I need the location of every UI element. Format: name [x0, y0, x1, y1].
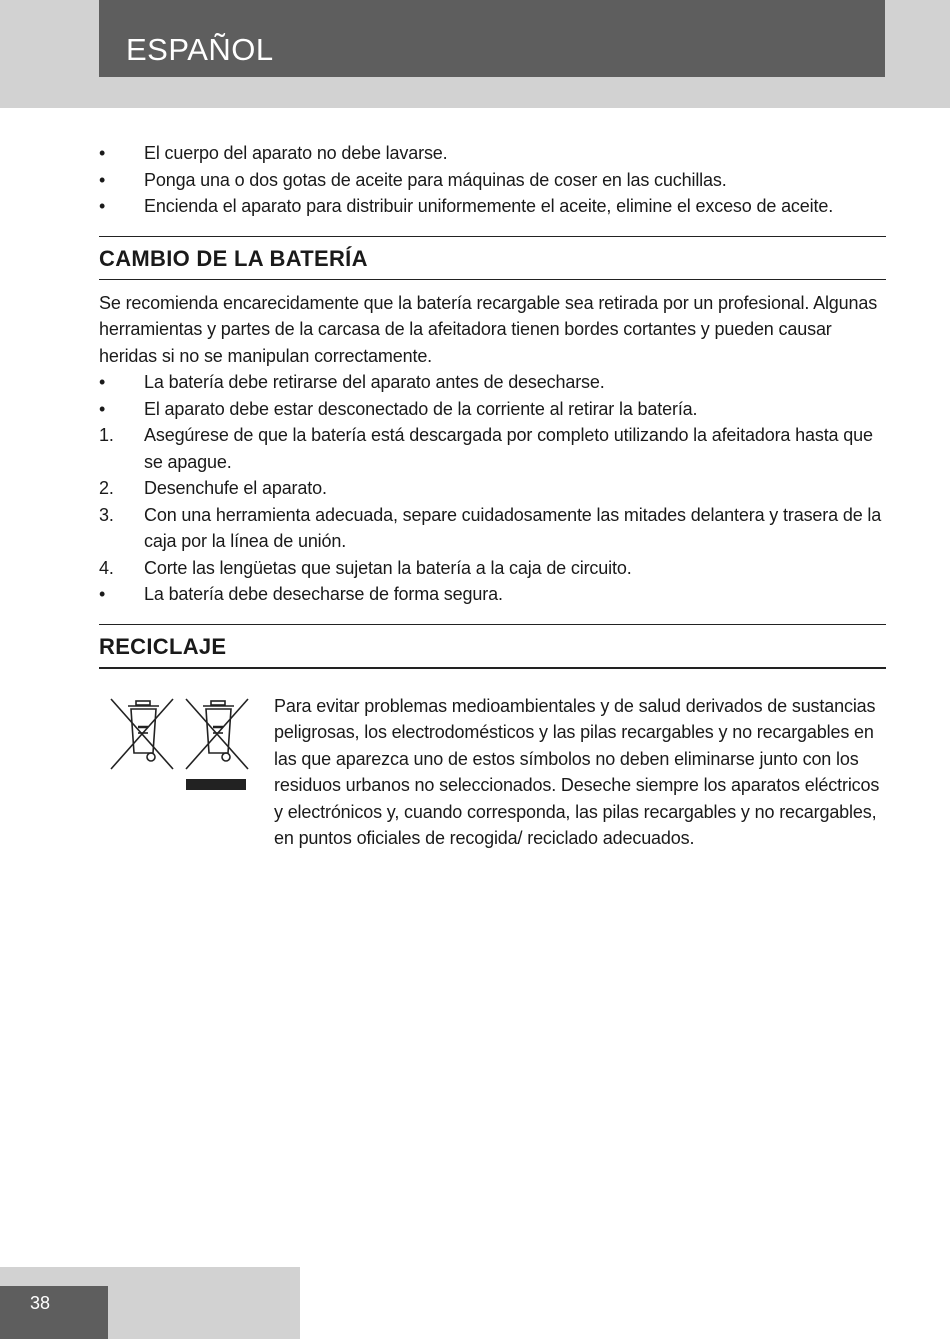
list-item	[99, 140, 886, 167]
bullet: •	[99, 398, 106, 419]
bullet: •	[99, 143, 106, 163]
battery-steps	[99, 369, 886, 608]
crossed-out-wheelie-bin-icon	[109, 697, 179, 773]
bullet: •	[99, 372, 106, 392]
bullet: •	[99, 196, 106, 216]
list-item-text: Asegúrese de que la batería está descargada por completo utilizando la afeitadora hasta que se apague.	[144, 425, 873, 472]
list-item	[99, 193, 886, 220]
list-item-text: La batería debe desecharse de forma segura.	[144, 584, 503, 604]
list-item-text: Con una herramienta adecuada, separe cuidadosamente las mitades delantera y trasera de la caja por la línea de unión.	[144, 504, 882, 551]
list-item	[99, 369, 886, 396]
page-content	[99, 140, 886, 852]
list-item	[99, 502, 886, 555]
list-item	[99, 167, 886, 194]
list-item	[99, 396, 886, 423]
list-item	[99, 475, 886, 502]
list-item	[99, 422, 886, 475]
black-bar-symbol	[186, 779, 246, 790]
list-item	[99, 581, 886, 608]
step-number: 2.	[99, 478, 114, 498]
list-item-text: La batería debe retirarse del aparato antes de desecharse.	[144, 372, 605, 392]
crossed-out-wheelie-bin-with-bar-icon	[184, 697, 254, 773]
step-number: 4.	[99, 557, 114, 578]
battery-intro: Se recomienda encarecidamente que la batería recargable sea retirada por un profesional. Algunas herramientas y partes de la carcasa de la afeitadora tienen bordes cortantes y pueden causar heridas si no se manipulan correctamente.	[99, 292, 878, 366]
language-tab	[99, 0, 885, 77]
page-number-box	[0, 1286, 108, 1339]
page-number: 38	[30, 1293, 51, 1313]
list-item-text: El cuerpo del aparato no debe lavarse.	[144, 143, 448, 163]
list-item-text: Desenchufe el aparato.	[144, 478, 327, 498]
list-item-text: El aparato debe estar desconectado de la corriente al retirar la batería.	[144, 398, 698, 419]
recycling-symbols	[99, 693, 274, 803]
list-item	[99, 555, 886, 582]
step-number: 3.	[99, 504, 114, 525]
battery-heading: CAMBIO DE LA BATERÍA	[99, 237, 886, 280]
bullet: •	[99, 584, 106, 604]
list-item-text: Ponga una o dos gotas de aceite para máquinas de coser en las cuchillas.	[144, 169, 727, 190]
list-item-text: Encienda el aparato para distribuir uniformemente el aceite, elimine el exceso de aceite.	[144, 196, 834, 216]
list-item-text: Corte las lengüetas que sujetan la batería a la caja de circuito.	[144, 557, 632, 578]
care-list	[99, 140, 886, 220]
step-number: 1.	[99, 425, 114, 445]
recycling-section	[99, 693, 886, 852]
language-title: ESPAÑOL	[126, 32, 274, 67]
recycling-heading: RECICLAJE	[99, 625, 886, 669]
recycling-text: Para evitar problemas medioambientales y de salud derivados de sustancias peligrosas, los electrodomésticos y las pilas recargables y no recargables en las que aparezca uno de estos símbolos no deben eliminarse junto con los residuos urbanos no seleccionados. Deseche siempre los aparatos eléctricos y electrónicos y, cuando corresponda, las pilas recargables y no recargables, en puntos oficiales de recogida/ reciclado adecuados.	[274, 695, 880, 848]
bullet: •	[99, 169, 106, 190]
